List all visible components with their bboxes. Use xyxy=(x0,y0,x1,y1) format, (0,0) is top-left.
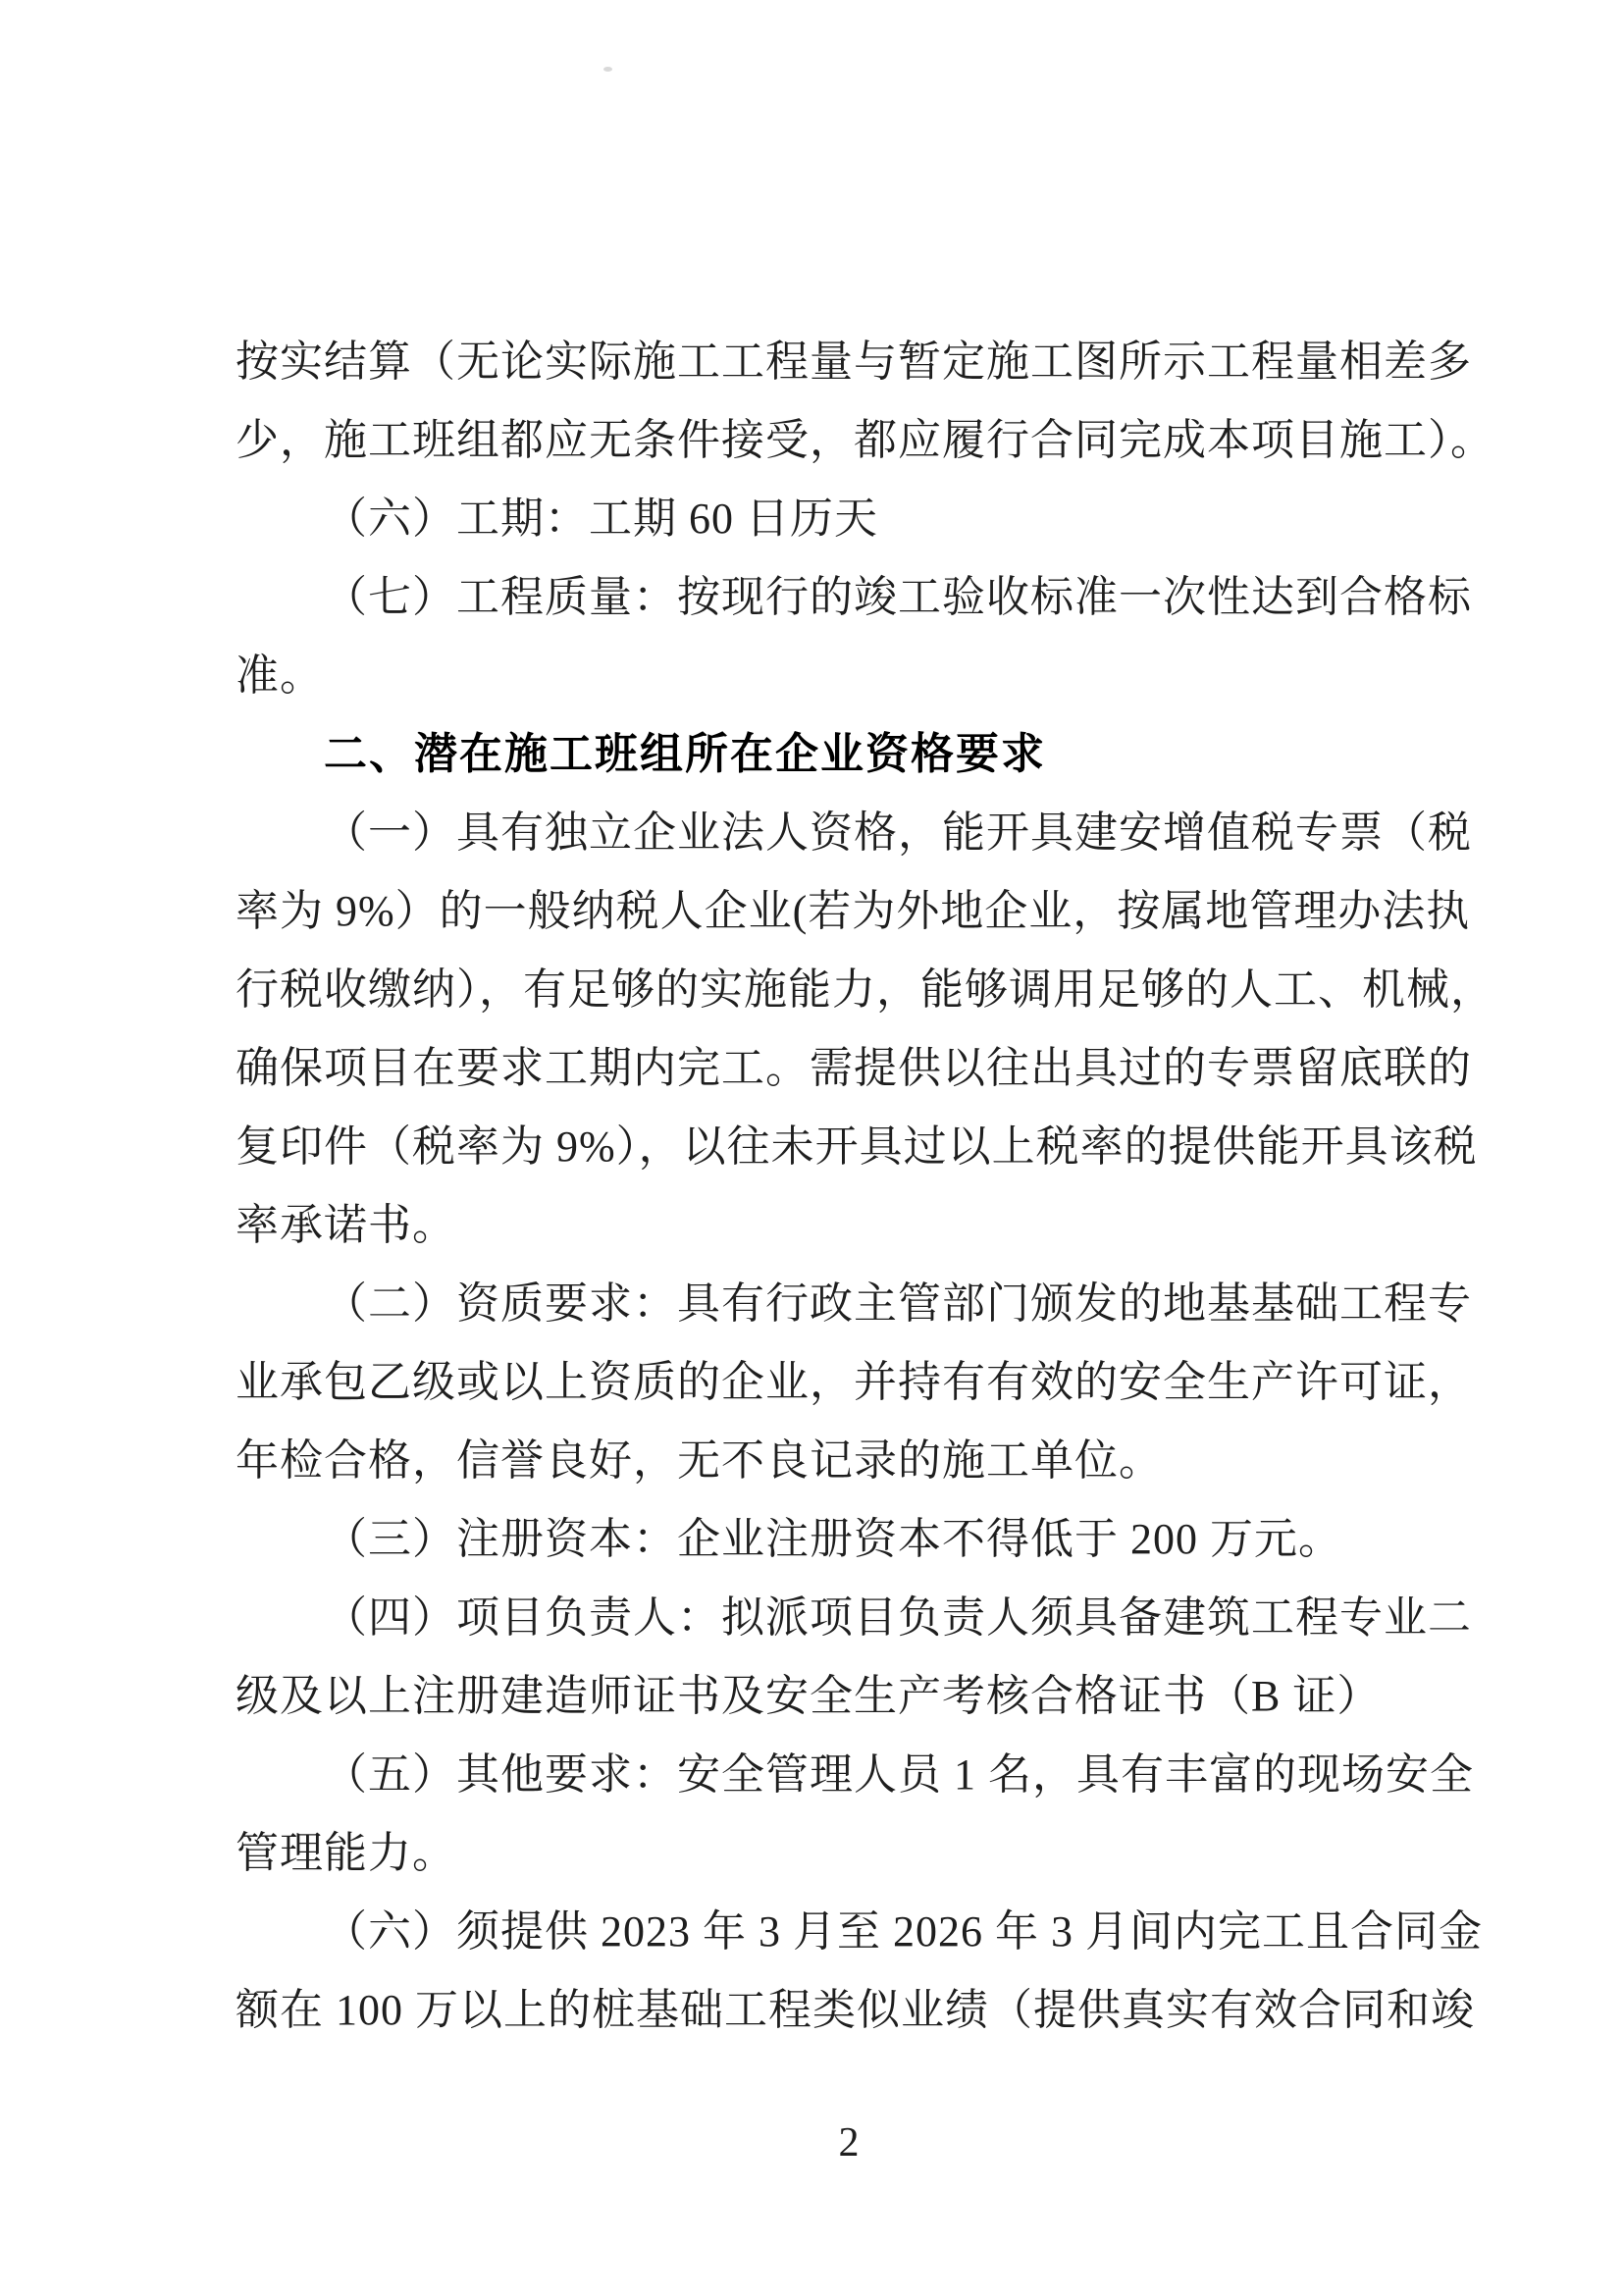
document-line: 少，施工班组都应无条件接受，都应履行合同完成本项目施工）。 xyxy=(236,416,1494,464)
document-line: 准。 xyxy=(236,652,324,700)
document-line: （二）资质要求：具有行政主管部门颁发的地基基础工程专 xyxy=(324,1279,1472,1328)
document-line: （三）注册资本：企业注册资本不得低于 200 万元。 xyxy=(324,1515,1342,1563)
document-line: 行税收缴纳），有足够的实施能力，能够调用足够的人工、机械， xyxy=(236,965,1494,1014)
document-line: （六）工期：工期 60 日历天 xyxy=(324,495,878,543)
document-body xyxy=(236,323,1494,2050)
document-line: 额在 100 万以上的桩基础工程类似业绩（提供真实有效合同和竣 xyxy=(236,1986,1475,2034)
document-line: 率为 9%）的一般纳税人企业(若为外地企业，按属地管理办法执 xyxy=(236,887,1471,935)
section-heading: 二、潜在施工班组所在企业资格要求 xyxy=(324,730,1046,778)
document-line: （七）工程质量：按现行的竣工验收标准一次性达到合格标 xyxy=(324,573,1472,621)
document-line: （一）具有独立企业法人资格，能开具建安增值税专票（税 xyxy=(324,809,1472,857)
document-line: 业承包乙级或以上资质的企业，并持有有效的安全生产许可证， xyxy=(236,1358,1472,1406)
page-number: 2 xyxy=(838,2120,860,2166)
document-line: 年检合格，信誉良好，无不良记录的施工单位。 xyxy=(236,1436,1163,1485)
document-line: 管理能力。 xyxy=(236,1829,456,1877)
document-line: 确保项目在要求工期内完工。需提供以往出具过的专票留底联的 xyxy=(236,1044,1472,1092)
document-line: （五）其他要求：安全管理人员 1 名，具有丰富的现场安全 xyxy=(324,1750,1474,1799)
document-line: （六）须提供 2023 年 3 月至 2026 年 3 月间内完工且合同金 xyxy=(324,1907,1483,1956)
scan-artifact xyxy=(603,67,612,72)
document-line: 复印件（税率为 9%），以往未开具过以上税率的提供能开具该税 xyxy=(236,1122,1478,1171)
document-line: 按实结算（无论实际施工工程量与暂定施工图所示工程量相差多 xyxy=(236,338,1472,386)
document-line: 级及以上注册建造师证书及安全生产考核合格证书（B 证） xyxy=(236,1672,1382,1720)
document-line: 率承诺书。 xyxy=(236,1201,456,1249)
document-line: （四）项目负责人：拟派项目负责人须具备建筑工程专业二 xyxy=(324,1593,1472,1642)
